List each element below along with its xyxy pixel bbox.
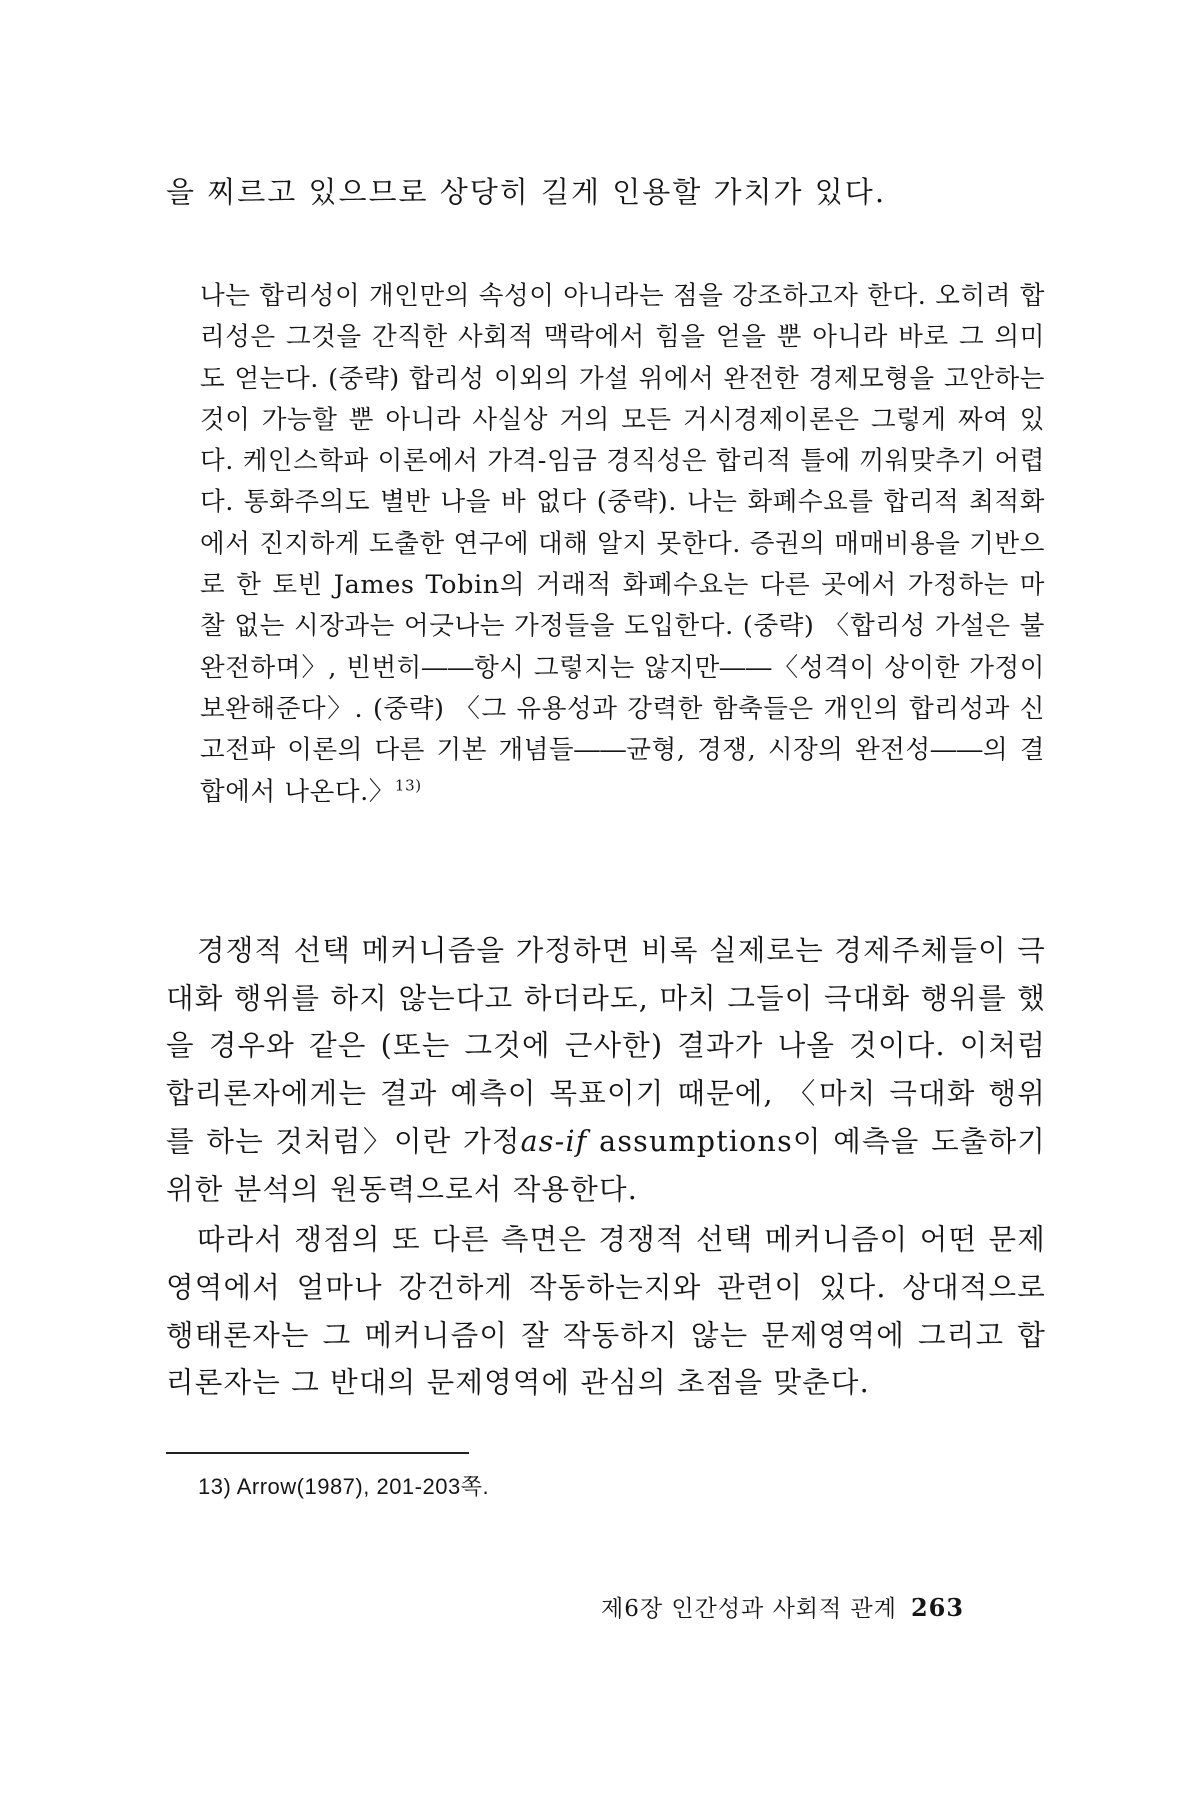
paragraph: [166, 927, 1046, 1213]
page-number: 263: [910, 1593, 965, 1622]
footnote-divider: [166, 1452, 469, 1454]
footnote-marker: 13): [394, 776, 422, 795]
paragraph-text: 경쟁적 선택 메커니즘을 가정하면 비록 실제로는 경제주체들이 극대화 행위를 하지 않는다고 하더라도, 마치 그들이 극대화 행위를 했을 경우와 같은 (또는 그것에 근사한) 결과가 나올 것이다. 이처럼 합리론자에게는 결과 예측이 목표이기 때문에, 〈마치 극대화 행위를 하는 것처럼〉이란 가정: [166, 934, 1046, 1158]
paragraph-text: assumptions이 예측을 도출하기 위한 분석의 원동력으로서 작용한다.: [166, 1124, 1046, 1206]
block-quote-text: 나는 합리성이 개인만의 속성이 아니라는 점을 강조하고자 한다. 오히려 합리성은 그것을 간직한 사회적 맥락에서 힘을 얻을 뿐 아니라 바로 그 의미도 얻는다. (중략) 합리성 이외의 가설 위에서 완전한 경제모형을 고안하는 것이 가능할 뿐 아니라 사실상 거의 모든 거시경제이론은 그렇게 짜여 있다. 케인스학파 이론에서 가격-임금 경직성은 합리적 틀에 끼워맞추기 어렵다. 통화주의도 별반 나을 바 없다 (중략). 나는 화폐수요를 합리적 최적화에서 진지하게 도출한 연구에 대해 알지 못한다. 증권의 매매비용을 기반으로 한 토빈 James Tobin의 거래적 화폐수요는 다른 곳에서 가정하는 마찰 없는 시장과는 어긋나는 가정들을 도입한다. (중략) 〈합리성 가설은 불완전하며〉, 빈번히――항시 그렇지는 않지만――〈성격이 상이한 가정이 보완해준다〉. (중략) 〈그 유용성과 강력한 함축들은 개인의 합리성과 신고전파 이론의 다른 기본 개념들――균형, 경쟁, 시장의 완전성――의 결합에서 나온다.〉: [200, 281, 1045, 807]
continued-paragraph-line: 을 찌르고 있으므로 상당히 길게 인용할 가치가 있다.: [166, 175, 887, 209]
running-footer: [601, 1590, 964, 1623]
footnote: 13) Arrow(1987), 201-203쪽.: [198, 1474, 490, 1499]
block-quote: [200, 276, 1045, 813]
paragraph: 따라서 쟁점의 또 다른 측면은 경쟁적 선택 메커니즘이 어떤 문제영역에서 얼마나 강건하게 작동하는지와 관련이 있다. 상대적으로 행태론자는 그 메커니즘이 잘 작동하지 않는 문제영역에 그리고 합리론자는 그 반대의 문제영역에 관심의 초점을 맞춘다.: [166, 1223, 1046, 1400]
chapter-title: 제6장 인간성과 사회적 관계: [601, 1596, 897, 1622]
italic-term: as-if: [520, 1124, 588, 1158]
body-text: [166, 927, 1046, 1407]
